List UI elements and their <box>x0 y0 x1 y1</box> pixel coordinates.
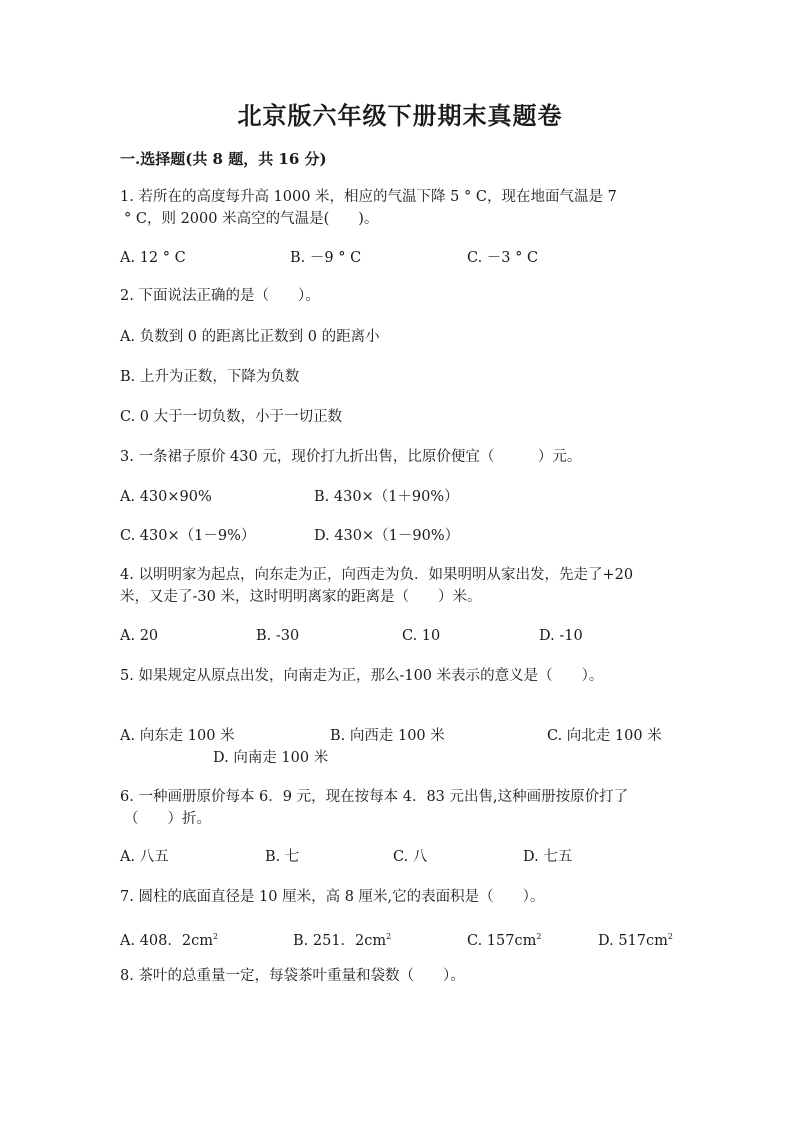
question-stem: （ ）折。 <box>124 811 211 827</box>
option-c: C. 向北走 100 米 <box>547 728 662 744</box>
page-title: 北京版六年级下册期末真题卷 <box>237 101 563 130</box>
option-c: C. 八 <box>393 849 428 865</box>
option-c: C. 0 大于一切负数，小于一切正数 <box>120 409 343 425</box>
option-c: C. －3 ° C <box>467 250 539 266</box>
option-b: B. 251．$2cm^2$ <box>293 932 392 949</box>
question-stem: 8. 茶叶的总重量一定，每袋茶叶重量和袋数（ ）。 <box>120 968 465 984</box>
option-d: D. 七五 <box>523 849 573 865</box>
option-b: B. －9 ° C <box>290 250 362 266</box>
question-4 <box>120 564 680 608</box>
option-b: B. 430×（1＋90%） <box>314 489 459 505</box>
question-6 <box>120 786 680 830</box>
question-8 <box>120 965 680 987</box>
question-stem: 3. 一条裙子原价 430 元，现价打九折出售，比原价便宜（ ）元。 <box>120 449 582 465</box>
question-stem: 1. 若所在的高度每升高 1000 米，相应的气温下降 5 ° C，现在地面气温是 7 <box>120 189 617 205</box>
section-heading: 一.选择题(共 8 题，共 16 分) <box>120 150 327 168</box>
question-stem: 5. 如果规定从原点出发，向南走为正，那么-100 米表示的意义是（ ）。 <box>120 668 604 684</box>
option-a: A. 八五 <box>120 849 169 865</box>
question-stem: 2. 下面说法正确的是（ ）。 <box>120 288 320 304</box>
question-5 <box>120 665 680 687</box>
option-a: A. 12 ° C <box>120 250 186 266</box>
option-c: C. $157cm^2$ <box>467 932 542 949</box>
option-b: B. 向西走 100 米 <box>330 728 445 744</box>
option-d: D. 向南走 100 米 <box>213 750 329 766</box>
question-3 <box>120 446 680 468</box>
question-1 <box>120 186 680 230</box>
question-stem: 7. 圆柱的底面直径是 10 厘米，高 8 厘米,它的表面积是（ ）。 <box>120 889 545 905</box>
question-stem: 4. 以明明家为起点，向东走为正，向西走为负．如果明明从家出发，先走了+20 <box>120 567 634 583</box>
option-a: A. 430×90% <box>120 489 212 505</box>
option-c: C. 10 <box>402 628 441 644</box>
option-a: A. 负数到 0 的距离比正数到 0 的距离小 <box>120 329 380 345</box>
question-stem: ° C，则 2000 米高空的气温是( )。 <box>124 211 379 227</box>
option-d: D. 430×（1－90%） <box>314 528 460 544</box>
option-a: A. 向东走 100 米 <box>120 728 235 744</box>
option-c: C. 430×（1－9%） <box>120 528 256 544</box>
question-2 <box>120 285 680 307</box>
option-b: B. -30 <box>256 628 300 644</box>
option-d: D. -10 <box>539 628 583 644</box>
option-a: A. 20 <box>120 628 159 644</box>
option-d: D. $517cm^2$ <box>598 932 673 949</box>
option-a: A. 408．$2cm^2$ <box>120 932 219 949</box>
question-stem: 米，又走了-30 米，这时明明离家的距离是（ ）米。 <box>120 589 482 605</box>
option-b: B. 七 <box>265 849 300 865</box>
question-stem: 6. 一种画册原价每本 6．9 元，现在按每本 4．83 元出售,这种画册按原价打了 <box>120 789 629 805</box>
option-b: B. 上升为正数，下降为负数 <box>120 369 300 385</box>
question-7 <box>120 886 680 908</box>
